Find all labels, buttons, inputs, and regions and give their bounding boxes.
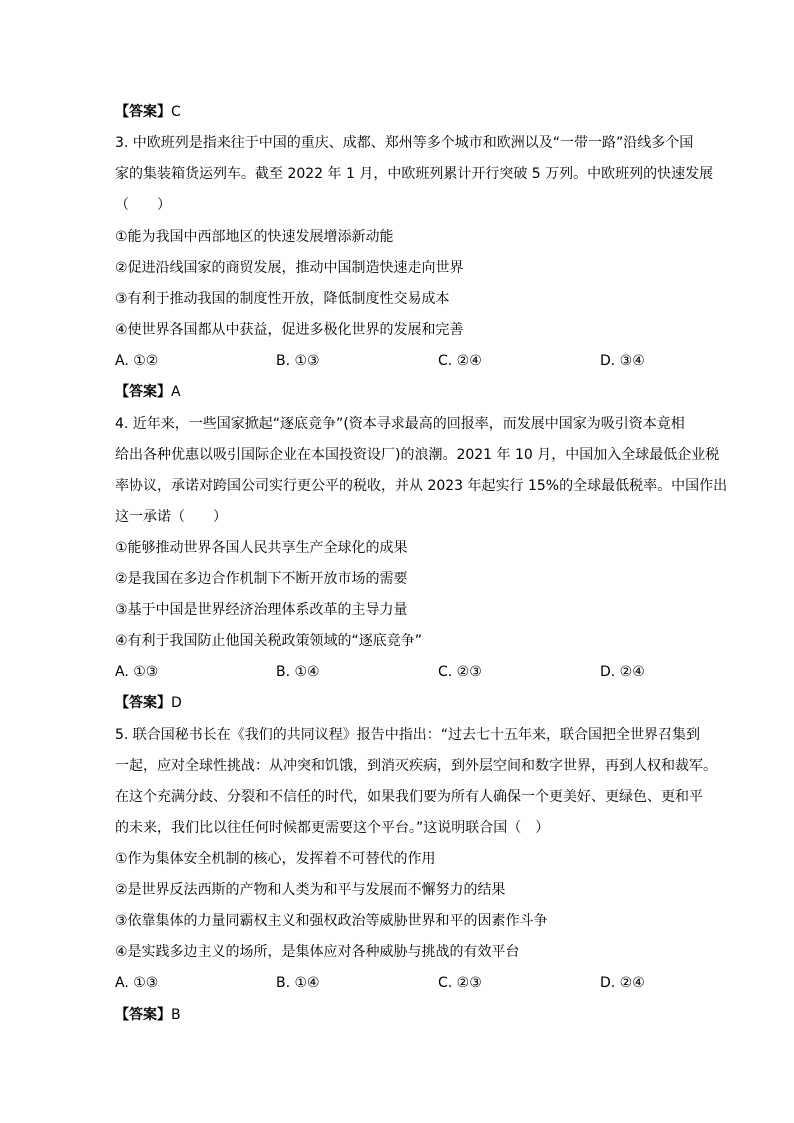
q3-stem-line-2: 家的集装箱货运列车。截至 2022 年 1 月，中欧班列累计开行突破 5 万列。中欧班列的快速发展 (115, 166, 714, 182)
q3-option-d: D. ③④ (600, 353, 645, 369)
q5-stem-line-3: 在这个充满分歧、分裂和不信任的时代，如果我们要为所有人确保一个更美好、更绿色、更和平 (115, 789, 703, 805)
q5-item-4: ④是实践多边主义的场所，是集体应对各种威胁与挑战的有效平台 (115, 944, 520, 960)
q3-stem-line-3: （ ） (115, 197, 171, 213)
q5-stem-line-1: 5. 联合国秘书长在《我们的共同议程》报告中指出：“过去七十五年来，联合国把全世界召集到 (115, 727, 701, 743)
q3-item-4: ④使世界各国都从中获益，促进多极化世界的发展和完善 (115, 322, 464, 338)
q4-item-4: ④有利于我国防止他国关税政策领域的“逐底竞争” (115, 633, 423, 649)
q4-item-1: ①能够推动世界各国人民共享生产全球化的成果 (115, 540, 408, 556)
q4-option-d: D. ②④ (600, 664, 645, 680)
q5-item-3: ③依靠集体的力量同霸权主义和强权政治等威胁世界和平的因素作斗争 (115, 913, 548, 929)
q4-item-3: ③基于中国是世界经济治理体系改革的主导力量 (115, 602, 408, 618)
answer-value: B (171, 1007, 181, 1023)
answer-label: 【答案】 (115, 695, 171, 711)
q3-option-a: A. ①② (115, 353, 159, 369)
q4-stem-line-3: 率协议，承诺对跨国公司实行更公平的税收，并从 2023 年起实行 15%的全球最低税率。中国作出 (115, 478, 728, 494)
q5-option-d: D. ②④ (600, 975, 645, 991)
answer-line-q5 (115, 1005, 181, 1025)
answer-line-q2 (115, 102, 181, 122)
q5-item-1: ①作为集体安全机制的核心，发挥着不可替代的作用 (115, 851, 436, 867)
answer-line-q4 (115, 693, 182, 713)
q5-option-b: B. ①④ (276, 975, 320, 991)
q3-option-b: B. ①③ (276, 353, 320, 369)
answer-value: A (171, 384, 181, 400)
q3-stem-line-1: 3. 中欧班列是指来往于中国的重庆、成都、郑州等多个城市和欧洲以及“一带一路”沿线多个国 (115, 135, 694, 151)
answer-line-q3 (115, 382, 181, 402)
q5-option-a: A. ①③ (115, 975, 159, 991)
q5-option-c: C. ②③ (438, 975, 482, 991)
q4-option-a: A. ①③ (115, 664, 159, 680)
q5-item-2: ②是世界反法西斯的产物和人类为和平与发展而不懈努力的结果 (115, 882, 506, 898)
q3-item-1: ①能为我国中西部地区的快速发展增添新动能 (115, 229, 394, 245)
q5-stem-line-2: 一起，应对全球性挑战：从冲突和饥饿，到消灭疾病，到外层空间和数字世界，再到人权和裁军。 (115, 758, 717, 774)
q4-item-2: ②是我国在多边合作机制下不断开放市场的需要 (115, 571, 408, 587)
q3-item-3: ③有利于推动我国的制度性开放，降低制度性交易成本 (115, 291, 450, 307)
q4-stem-line-1: 4. 近年来，一些国家掀起“逐底竞争”(资本寻求最高的回报率，而发展中国家为吸引资本竟相 (115, 416, 685, 432)
answer-value: C (171, 104, 181, 120)
q4-option-c: C. ②③ (438, 664, 482, 680)
q3-item-2: ②促进沿线国家的商贸发展，推动中国制造快速走向世界 (115, 260, 464, 276)
q4-stem-line-4: 这一承诺（ ） (115, 509, 227, 525)
q5-stem-line-4: 的未来，我们比以往任何时候都更需要这个平台。”这说明联合国（ ） (115, 820, 550, 836)
answer-label: 【答案】 (115, 1007, 171, 1023)
q4-option-b: B. ①④ (276, 664, 320, 680)
answer-label: 【答案】 (115, 384, 171, 400)
q3-option-c: C. ②④ (438, 353, 482, 369)
q4-stem-line-2: 给出各种优惠以吸引国际企业在本国投资设厂)的浪潮。2021 年 10 月，中国加入全球最低企业税 (115, 447, 720, 463)
answer-label: 【答案】 (115, 104, 171, 120)
answer-value: D (171, 695, 182, 711)
